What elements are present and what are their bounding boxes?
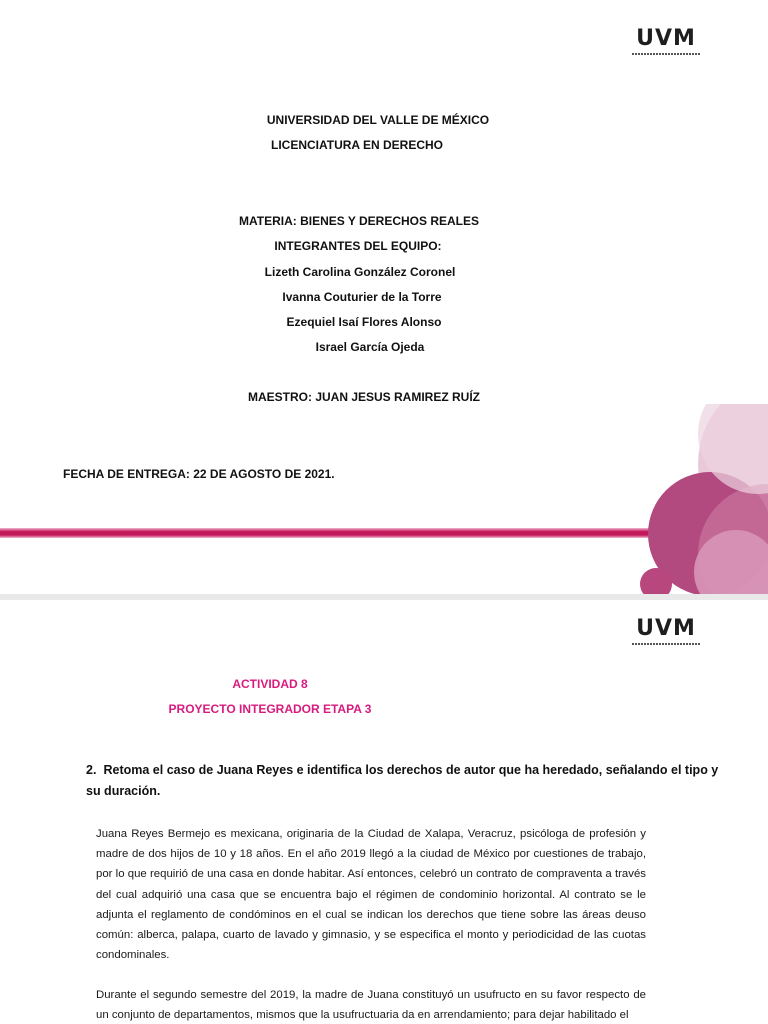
logo-tagline: [632, 643, 700, 645]
degree-name: LICENCIATURA EN DERECHO: [270, 138, 443, 152]
team-member-3: Ezequiel Isaí Flores Alonso: [286, 315, 442, 329]
uvm-logo: [632, 28, 700, 55]
team-label: INTEGRANTES DEL EQUIPO:: [274, 239, 442, 253]
university-name: UNIVERSIDAD DEL VALLE DE MÉXICO: [266, 113, 490, 127]
subject-line: MATERIA: BIENES Y DERECHOS REALES: [238, 214, 480, 228]
uvm-logo: [632, 618, 700, 645]
logo-text: UVM: [636, 616, 696, 641]
case-paragraph-2: Durante el segundo semestre del 2019, la madre de Juana constituyó un usufructo en su favor respecto de un conjunto de departamentos, mismos que la usufructuaria da en arrendamiento; para dejar habilitado el: [96, 989, 646, 1022]
content-page: [0, 600, 768, 1024]
question-2: [86, 760, 722, 802]
teacher-line: MAESTRO: JUAN JESUS RAMIREZ RUÍZ: [247, 390, 480, 404]
team-member-4: Israel García Ojeda: [315, 340, 425, 354]
decorative-circles: [618, 404, 768, 594]
logo-text: UVM: [636, 26, 696, 51]
case-paragraph-1: Juana Reyes Bermejo es mexicana, originaria de la Ciudad de Xalapa, Veracruz, psicóloga de profesión y madre de dos hijos de 10 y 18 años. En el año 2019 llegó a la ciudad de México por cuestiones de trabajo, por lo que requirió de una casa en donde habitar. Así entonces, celebró un contrato de compraventa a través del cual adquirió una casa que se encuentra bajo el régimen de condominio horizontal. Al contrato se le adjunta el reglamento de condóminos en el cual se indican los derechos que tiene sobre las áreas deuso común: alberca, palapa, cuarto de lavado y gimnasio, y se especifica el monto y periodicidad de las cuotas condominales.: [96, 828, 646, 962]
team-member-2: Ivanna Couturier de la Torre: [282, 290, 442, 304]
logo-tagline: [632, 53, 700, 55]
due-date: FECHA DE ENTREGA: 22 DE AGOSTO DE 2021.: [63, 467, 335, 481]
question-text: Retoma el caso de Juana Reyes e identifica los derechos de autor que ha heredado, señalando el tipo y su duración.: [86, 763, 719, 798]
activity-heading: ACTIVIDAD 8: [232, 677, 308, 691]
question-number: 2.: [86, 763, 97, 777]
team-member-1: Lizeth Carolina González Coronel: [264, 265, 456, 279]
project-heading: PROYECTO INTEGRADOR ETAPA 3: [168, 702, 372, 716]
